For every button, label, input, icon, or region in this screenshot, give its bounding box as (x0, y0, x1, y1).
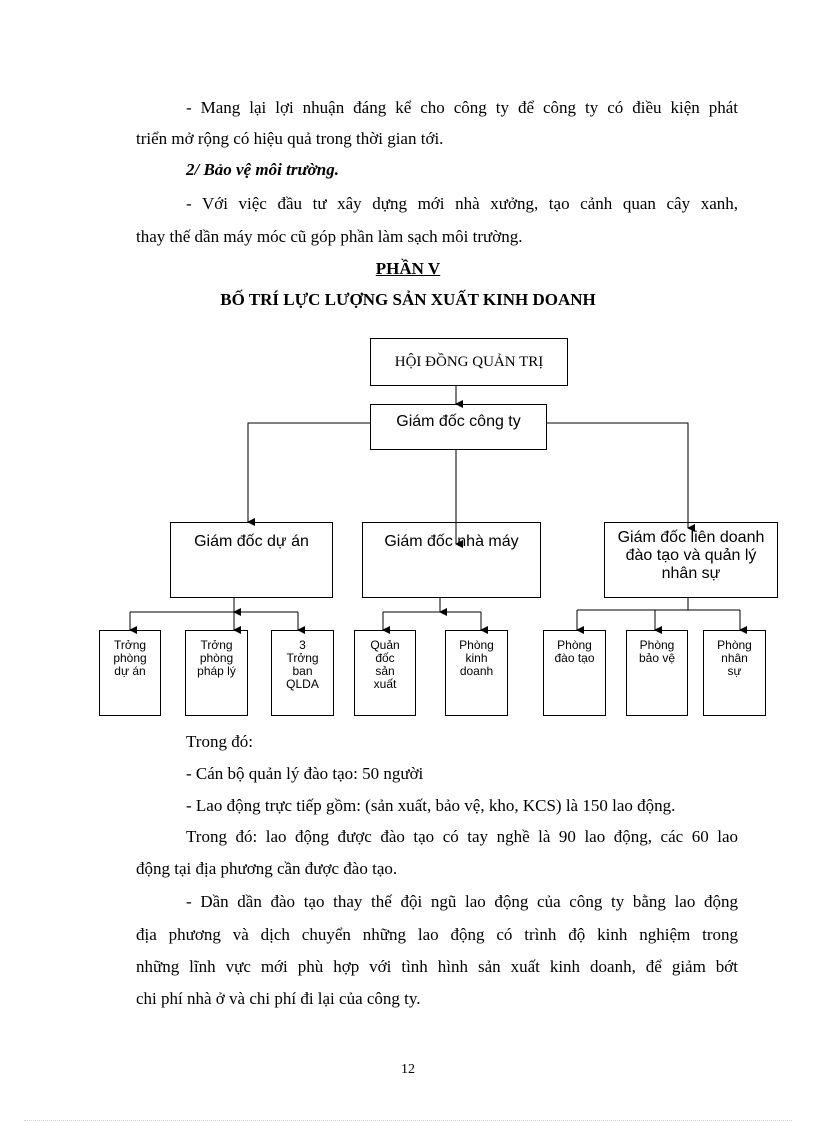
paragraph-line: thay thế dần máy móc cũ góp phần làm sạch môi trường. (136, 227, 523, 246)
org-box-unit: Phòng đào tạo (543, 630, 606, 716)
org-box-unit: 3 Trởng ban QLDA (271, 630, 334, 716)
paragraph-line: Trong đó: lao động được đào tạo có tay nghề là 90 lao động, các 60 lao (186, 827, 738, 846)
org-box-unit: Trởng phòng pháp lý (185, 630, 248, 716)
paragraph-line: địa phương và dịch chuyển những lao động có trình độ kinh nghiệm trong (136, 925, 738, 944)
paragraph-line: - Dần dần đào tạo thay thế đội ngũ lao động của công ty bằng lao động (186, 892, 738, 911)
page-number: 12 (401, 1062, 415, 1077)
part-title: BỐ TRÍ LỰC LƯỢNG SẢN XUẤT KINH DOANH (220, 290, 596, 309)
page-bottom-rule (24, 1120, 792, 1121)
paragraph-line: - Cán bộ quản lý đào tạo: 50 người (186, 764, 424, 783)
org-box-unit: Phòng kinh doanh (445, 630, 508, 716)
paragraph-line: - Với việc đầu tư xây dựng mới nhà xưởng, tạo cảnh quan cây xanh, (186, 194, 738, 213)
org-box-factory-director: Giám đốc nhà máy (362, 522, 541, 598)
paragraph-line: triển mở rộng có hiệu quả trong thời gian tới. (136, 129, 444, 148)
org-box-unit: Phòng nhân sự (703, 630, 766, 716)
org-box-board: HỘI ĐỒNG QUẢN TRỊ (370, 338, 568, 386)
connector-director-project (248, 423, 370, 522)
part-label: PHẦN V (375, 259, 441, 278)
paragraph-line: - Lao động trực tiếp gồm: (sản xuất, bảo vệ, kho, KCS) là 150 lao động. (186, 796, 676, 815)
paragraph-line: động tại địa phương cần được đào tạo. (136, 859, 398, 878)
org-box-jv-director: Giám đốc liên doanh đào tạo và quản lý nhân sự (604, 522, 778, 598)
section-title: 2/ Bảo vệ môi trường. (186, 160, 339, 179)
org-box-unit: Quản đốc sản xuất (354, 630, 416, 716)
org-box-unit: Phòng bảo vệ (626, 630, 688, 716)
org-box-unit: Trởng phòng dự án (99, 630, 161, 716)
connector-director-jv (547, 423, 688, 528)
org-box-project-director: Giám đốc dự án (170, 522, 333, 598)
paragraph-line: chi phí nhà ở và chi phí đi lại của công ty. (136, 989, 421, 1008)
paragraph-line: những lĩnh vực mới phù hợp với tình hình sản xuất kinh doanh, để giảm bớt (136, 957, 738, 976)
paragraph-line: - Mang lại lợi nhuận đáng kể cho công ty để công ty có điều kiện phát (186, 98, 738, 117)
paragraph-line: Trong đó: (186, 732, 253, 751)
org-box-director: Giám đốc công ty (370, 404, 547, 450)
